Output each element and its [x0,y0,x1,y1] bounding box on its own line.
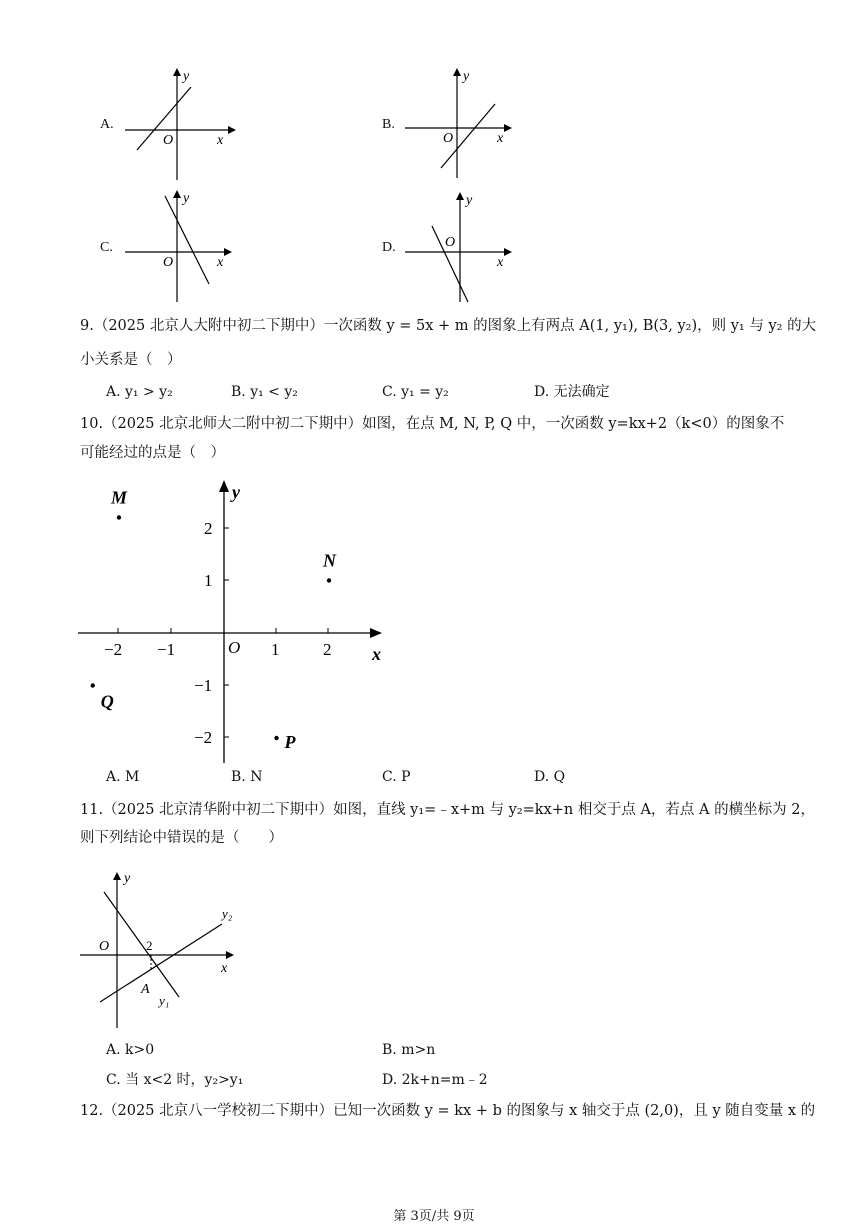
q8-d-y-label: y [466,193,473,208]
q8-d-x-label: x [497,255,504,270]
page-footer: 第 3页/共 9页 [393,1209,475,1224]
q8-a-y-label: y [183,69,190,84]
q11-option-c: C. 当 x<2 时，y₂>y₁ [106,1072,244,1088]
q11-option-a: A. k>0 [106,1042,155,1058]
q10-option-d: D. Q [534,769,566,785]
q10-point-label-p: P [284,732,296,752]
q10-xtick-2: 2 [323,640,332,659]
q11-stem-line1: 11.（2025 北京清华附中初二下期中）如图，直线 y₁=﹣x+m 与 y₂=kx+n 相交于点 A，若点 A 的横坐标为 2， [80,802,815,818]
q8-b-y-label: y [463,69,470,84]
q10-point-q [91,683,95,687]
q9-option-c: C. y₁ = y₂ [382,384,449,400]
q9-option-b: B. y₁ < y₂ [231,384,298,400]
q10-stem-line2: 可能经过的点是（ ） [80,445,225,461]
q10-point-label-n: N [323,550,336,571]
q10-figure [70,478,400,768]
q12-stem-line1: 12.（2025 北京八一学校初二下期中）已知一次函数 y = kx + b 的图象与 x 轴交于点 (2,0)，且 y 随自变量 x 的 [80,1103,816,1119]
q8-option-a-label: A. [100,117,114,132]
q11-tick-2: 2 [146,938,153,953]
q8-option-c-label: C. [100,240,113,255]
q10-ytick-2: 2 [204,519,213,538]
q11-point-a: A [141,982,150,997]
q10-point-p [274,736,278,740]
q10-point-label-q: Q [100,691,114,712]
q10-option-c: C. P [382,769,411,785]
q10-option-a: A. M [106,769,140,785]
q11-option-d: D. 2k+n=m﹣2 [382,1072,488,1088]
q10-stem-line1: 10.（2025 北京北师大二附中初二下期中）如图，在点 M, N, P, Q 中，一次函数 y=kx+2（k<0）的图象不 [80,416,785,432]
q11-x-axis-label: x [221,961,228,976]
q8-d-origin: O [445,235,456,250]
q8-b-origin: O [443,131,454,146]
q8-b-x-label: x [497,131,504,146]
q8-option-d-label: D. [382,240,396,255]
q9-stem-line2: 小关系是（ ） [80,352,182,368]
q8-graph-b [400,62,520,182]
q8-a-origin: O [163,133,174,148]
q11-figure [76,866,256,1031]
q10-origin: O [228,638,241,657]
q11-label-y1: y₁ [159,993,170,1008]
q11-origin: O [99,939,110,954]
q9-stem-line1: 9.（2025 北京人大附中初二下期中）一次函数 y = 5x + m 的图象上有两点 A(1, y₁), B(3, y₂)，则 y₁ 与 y₂ 的大 [80,318,817,334]
q10-option-b: B. N [231,769,263,785]
q11-option-b: B. m>n [382,1042,436,1058]
q8-graph-c [120,186,240,306]
q10-ytick-neg2: −2 [194,728,213,747]
q8-option-b-label: B. [382,117,395,132]
q10-ytick-neg1: −1 [194,676,213,695]
q8-a-x-label: x [217,133,224,148]
q10-point-n [327,578,331,582]
q10-point-label-m: M [111,487,128,508]
q9-option-a: A. y₁ > y₂ [106,384,173,400]
q10-point-m [117,515,121,519]
q9-option-d: D. 无法确定 [534,384,610,400]
q8-c-x-label: x [217,255,224,270]
q8-c-y-label: y [183,191,190,206]
q10-xtick-neg1: −1 [157,640,176,659]
q11-y-axis-label: y [124,871,131,886]
q10-ytick-1: 1 [204,571,213,590]
q8-graph-a [120,62,240,182]
q10-xtick-1: 1 [271,640,280,659]
q11-label-y2: y₂ [222,906,233,921]
q8-graph-d [400,186,520,306]
q8-c-origin: O [163,255,174,270]
q10-x-axis-label: x [372,644,381,664]
q10-y-axis-label: y [232,482,240,502]
q11-stem-line2: 则下列结论中错误的是（ ） [80,830,283,846]
q10-xtick-neg2: −2 [104,640,123,659]
q11-line-y2 [100,924,222,1002]
